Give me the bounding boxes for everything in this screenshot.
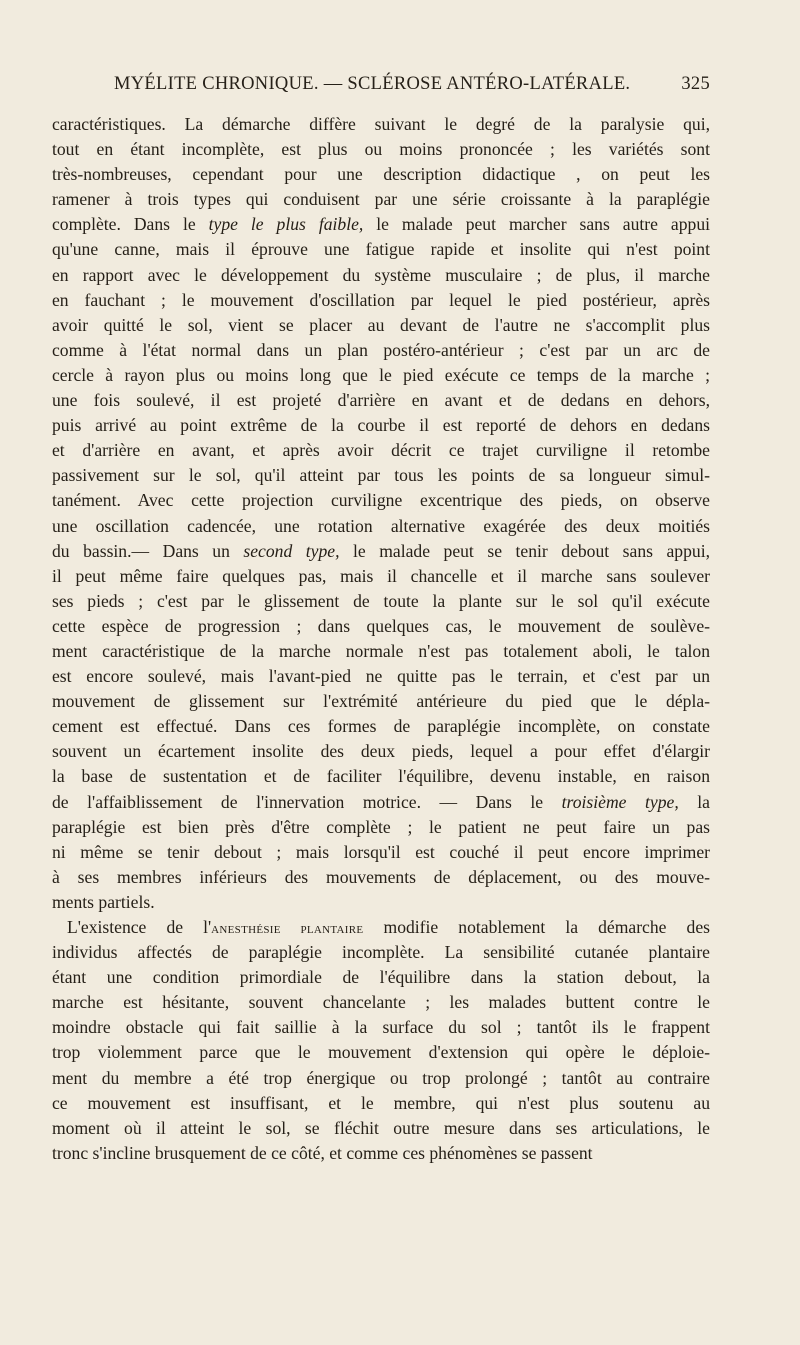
text-line: ment caractéristique de la marche normale n'est pas totalement aboli, le talon	[52, 640, 710, 661]
text-segment: anesthésie plantaire	[211, 921, 364, 937]
text-segment: le malade peut se tenir debout sans appui,	[339, 540, 710, 561]
text-segment: le malade peut marcher sans autre appui	[363, 214, 710, 235]
text-line: comme à l'état normal dans un plan postéro-antérieur ; c'est par un arc de	[52, 339, 710, 360]
text-line: une fois soulevé, il est projeté d'arrière en avant et de dedans en dehors,	[52, 390, 710, 411]
text-segment: L'existence de l'	[67, 917, 212, 937]
text-segment: du bassin.— Dans un	[52, 540, 244, 561]
text-line: est encore soulevé, mais l'avant-pied ne quitte pas le terrain, et c'est par un	[52, 666, 710, 687]
text-line	[52, 790, 710, 815]
text-segment: modifie notablement la démarche des	[363, 917, 710, 937]
text-line: qu'une canne, mais il éprouve une fatigue rapide et insolite qui n'est point	[52, 239, 710, 260]
text-line	[52, 539, 710, 564]
text-segment: de l'affaiblissement de l'innervation motrice. — Dans le	[52, 791, 562, 812]
text-line: moment où il atteint le sol, se fléchit outre mesure dans ses articulations, le	[52, 1117, 710, 1138]
text-line: marche est hésitante, souvent chancelante ; les malades buttent contre le	[52, 992, 710, 1013]
text-line: trop violemment parce que le mouvement d'extension qui opère le déploie-	[52, 1042, 710, 1063]
text-line: tanément. Avec cette projection curviligne excentrique des pieds, on observe	[52, 490, 710, 511]
text-line: passivement sur le sol, qu'il atteint par tous les points de sa longueur simul-	[52, 465, 710, 486]
text-line: cette espèce de progression ; dans quelques cas, le mouvement de soulève-	[52, 615, 710, 636]
text-line: il peut même faire quelques pas, mais il chancelle et il marche sans soulever	[52, 565, 710, 586]
text-line: mouvement de glissement sur l'extrémité antérieure du pied que le dépla-	[52, 691, 710, 712]
running-head	[114, 74, 710, 100]
text-line: et d'arrière en avant, et après avoir décrit ce trajet curviligne il retombe	[52, 440, 710, 461]
text-line	[52, 915, 710, 940]
text-line: paraplégie est bien près d'être complète ; le patient ne peut faire un pas	[52, 816, 710, 837]
text-line	[52, 212, 710, 237]
text-segment: second type,	[243, 540, 340, 561]
text-line: moindre obstacle qui fait saillie à la surface du sol ; tantôt ils le frappent	[52, 1017, 710, 1038]
text-line: tout en étant incomplète, est plus ou moins prononcée ; les variétés sont	[52, 139, 710, 160]
text-line: cercle à rayon plus ou moins long que le pied exécute ce temps de la marche ;	[52, 364, 710, 385]
text-line: étant une condition primordiale de l'équilibre dans la station debout, la	[52, 967, 710, 988]
text-segment: type le plus faible,	[208, 214, 364, 235]
text-segment: la	[678, 791, 710, 812]
text-line: la base de sustentation et de faciliter l'équilibre, devenu instable, en raison	[52, 766, 710, 787]
text-line: en fauchant ; le mouvement d'oscillation par lequel le pied postérieur, après	[52, 289, 710, 310]
text-line: avoir quitté le sol, vient se placer au devant de l'autre ne s'accomplit plus	[52, 314, 710, 335]
text-line: caractéristiques. La démarche diffère suivant le degré de la paralysie qui,	[52, 114, 710, 134]
text-line: tronc s'incline brusquement de ce côté, et comme ces phénomènes se passent	[52, 1142, 593, 1163]
text-line: ramener à trois types qui conduisent par une série croissante à la paraplégie	[52, 189, 710, 210]
text-line: en rapport avec le développement du système musculaire ; de plus, il marche	[52, 264, 710, 285]
body-text	[52, 112, 710, 1166]
text-line: à ses membres inférieurs des mouvements de déplacement, ou des mouve-	[52, 866, 710, 887]
text-line: individus affectés de paraplégie incomplète. La sensibilité cutanée plantaire	[52, 942, 710, 963]
text-line: souvent un écartement insolite des deux pieds, lequel a pour effet d'élargir	[52, 741, 710, 762]
text-line: cement est effectué. Dans ces formes de paraplégie incomplète, on constate	[52, 716, 710, 737]
text-line: ni même se tenir debout ; mais lorsqu'il est couché il peut encore imprimer	[52, 841, 710, 862]
text-line: ses pieds ; c'est par le glissement de toute la plante sur le sol qu'il exécute	[52, 590, 710, 611]
text-line: ce mouvement est insuffisant, et le membre, qui n'est plus soutenu au	[52, 1092, 710, 1113]
text-line: ment du membre a été trop énergique ou trop prolongé ; tantôt au contraire	[52, 1067, 710, 1088]
text-segment: complète. Dans le	[52, 214, 209, 235]
page-number: 325	[681, 74, 710, 94]
text-line: une oscillation cadencée, une rotation alternative exagérée des deux moitiés	[52, 515, 710, 536]
running-title: MYÉLITE CHRONIQUE. — SCLÉROSE ANTÉRO-LATÉRALE.	[114, 74, 631, 94]
text-segment: troisième type,	[561, 791, 679, 812]
text-line: ments partiels.	[52, 891, 155, 912]
text-line: puis arrivé au point extrême de la courbe il est reporté de dehors en dedans	[52, 415, 710, 436]
text-line: très-nombreuses, cependant pour une description didactique , on peut les	[52, 164, 710, 185]
